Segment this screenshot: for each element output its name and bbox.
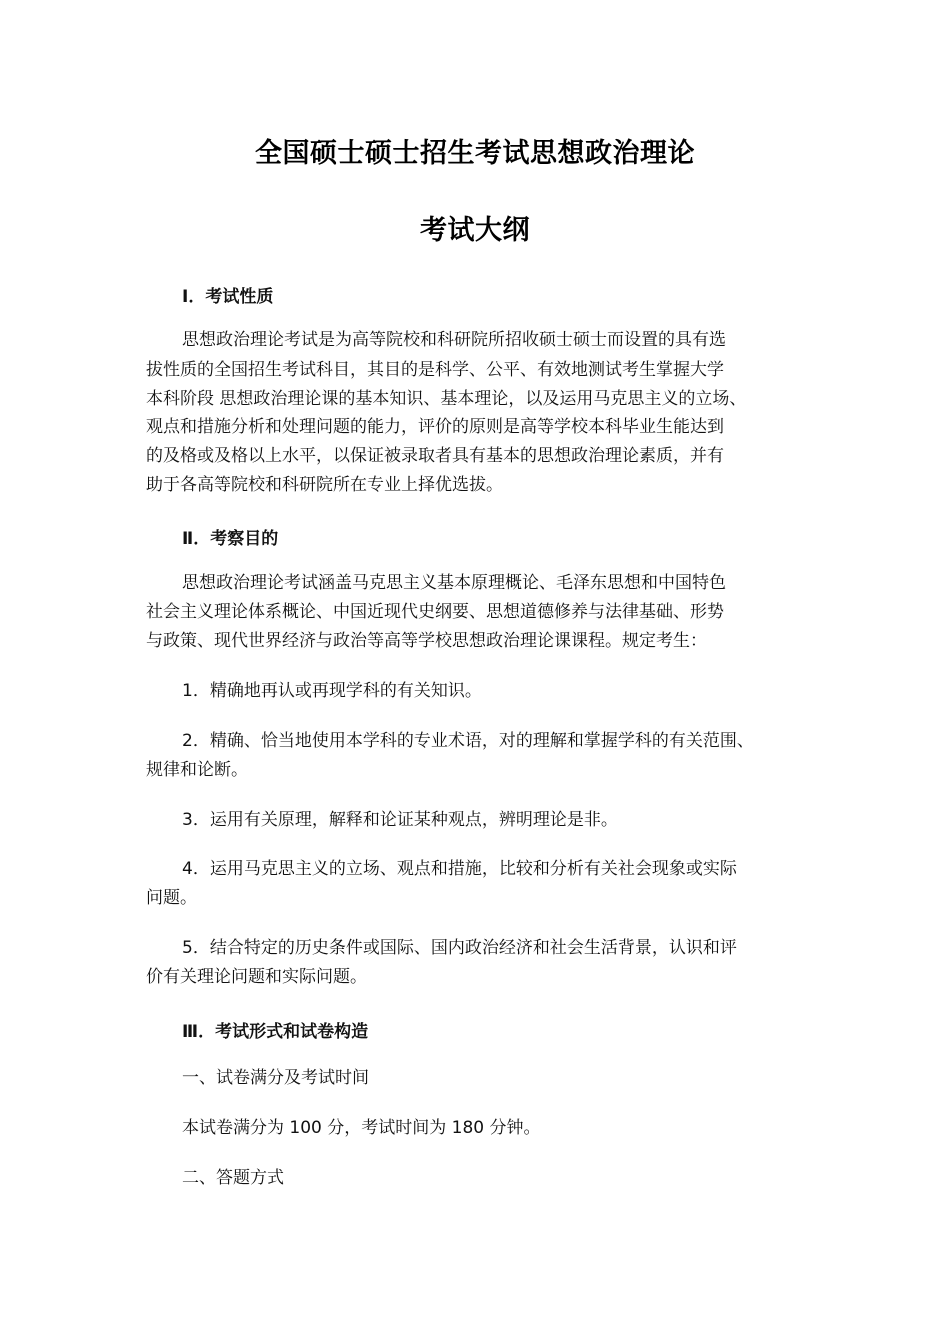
requirement-item-5: 5．结合特定的历史条件或国际、国内政治经济和社会生活背景，认识和评 [182, 938, 737, 958]
requirement-item-1: 1．精确地再认或再现学科的有关知识。 [182, 681, 482, 701]
section-3-subheading-2: 二、答题方式 [182, 1168, 284, 1188]
document-title: 全国硕士硕士招生考试思想政治理论 [255, 138, 695, 169]
requirement-item-2-cont: 规律和论断。 [146, 760, 248, 780]
requirement-item-4-cont: 问题。 [146, 888, 197, 908]
section-1-line: 本科阶段 思想政治理论课的基本知识、基本理论，以及运用马克思主义的立场、 [146, 389, 747, 409]
section-1-line: 思想政治理论考试是为高等院校和科研院所招收硕士硕士而设置的具有选 [182, 330, 726, 350]
requirement-item-3: 3．运用有关原理，解释和论证某种观点，辨明理论是非。 [182, 810, 618, 830]
section-1-line: 助于各高等院校和科研院所在专业上择优选拔。 [146, 475, 503, 495]
section-1-line: 观点和措施分析和处理问题的能力，评价的原则是高等学校本科毕业生能达到 [146, 417, 724, 437]
section-2-intro-line: 社会主义理论体系概论、中国近现代史纲要、思想道德修养与法律基础、形势 [146, 602, 724, 622]
section-3-text-1: 本试卷满分为 100 分，考试时间为 180 分钟。 [182, 1118, 541, 1138]
section-1-line: 拔性质的全国招生考试科目，其目的是科学、公平、有效地测试考生掌握大学 [146, 360, 724, 380]
requirement-item-2: 2．精确、恰当地使用本学科的专业术语，对的理解和掌握学科的有关范围、 [182, 731, 754, 751]
section-2-heading: Ⅱ．考察目的 [182, 529, 279, 549]
section-1-heading: Ⅰ．考试性质 [182, 287, 274, 307]
section-3-subheading-1: 一、试卷满分及考试时间 [182, 1068, 369, 1088]
section-2-intro-line: 思想政治理论考试涵盖马克思主义基本原理概论、毛泽东思想和中国特色 [182, 573, 726, 593]
document-subtitle: 考试大纲 [420, 215, 530, 246]
requirement-item-4: 4．运用马克思主义的立场、观点和措施，比较和分析有关社会现象或实际 [182, 859, 737, 879]
requirement-item-5-cont: 价有关理论问题和实际问题。 [146, 967, 367, 987]
section-3-heading: Ⅲ．考试形式和试卷构造 [182, 1022, 369, 1042]
section-2-intro-line: 与政策、现代世界经济与政治等高等学校思想政治理论课课程。规定考生： [146, 631, 707, 651]
section-1-line: 的及格或及格以上水平，以保证被录取者具有基本的思想政治理论素质，并有 [146, 446, 724, 466]
